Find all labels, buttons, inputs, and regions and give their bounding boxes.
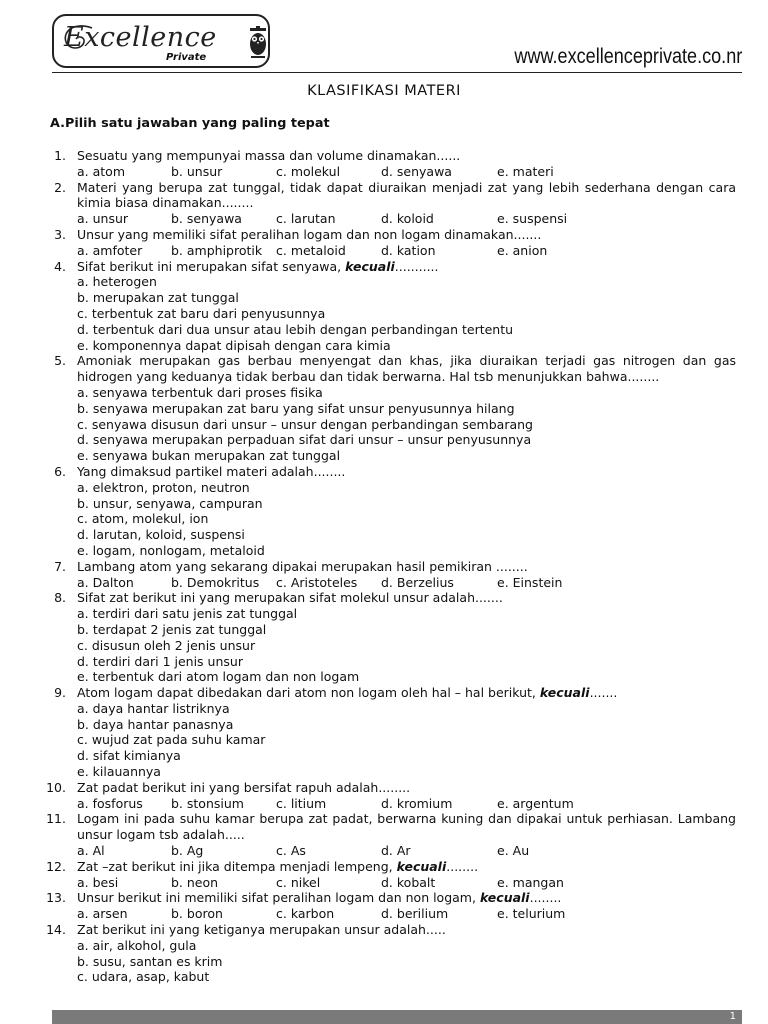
question-item: [0, 685, 768, 780]
question-item: [0, 811, 768, 858]
answer-option: a. senyawa terbentuk dari proses fisika: [77, 384, 323, 400]
answer-option: d. larutan, koloid, suspensi: [77, 527, 245, 543]
answer-option: c. disusun oleh 2 jenis unsur: [77, 637, 256, 653]
answer-options: [77, 480, 768, 559]
answer-options: [77, 164, 768, 180]
answer-option: e. Einstein: [497, 574, 563, 590]
answer-option: b. susu, santan es krim: [77, 953, 223, 969]
question-stem: Materi yang berupa zat tunggal, tidak dapat diuraikan menjadi zat yang lebih sederhana dengan cara kimia biasa dinamakan........: [77, 179, 736, 211]
answer-option: c. As: [276, 843, 306, 859]
answer-option: b. senyawa: [171, 211, 242, 227]
answer-option: d. sifat kimianya: [77, 748, 181, 764]
answer-option: d. Berzelius: [381, 574, 454, 590]
question-stem: Lambang atom yang sekarang dipakai merupakan hasil pemikiran ........: [77, 558, 528, 574]
question-stem: Zat padat berikut ini yang bersifat rapuh adalah........: [77, 779, 411, 795]
answer-option: a. terdiri dari satu jenis zat tunggal: [77, 606, 298, 622]
answer-option: c. senyawa disusun dari unsur – unsur dengan perbandingan sembarang: [77, 416, 533, 432]
answer-option: b. unsur, senyawa, campuran: [77, 495, 263, 511]
answer-option: b. senyawa merupakan zat baru yang sifat unsur penyusunnya hilang: [77, 400, 515, 416]
answer-option: e. anion: [497, 242, 548, 258]
question-tail: .......: [589, 685, 618, 701]
question-text: [77, 590, 736, 606]
question-stem: Yang dimaksud partikel materi adalah........: [77, 463, 346, 479]
answer-option: d. kromium: [381, 795, 453, 811]
question-list: [0, 148, 768, 985]
excellence-logo: [52, 14, 270, 68]
question-number: 13.: [46, 890, 66, 906]
question-item: [0, 353, 768, 464]
answer-option: c. metaloid: [276, 242, 346, 258]
question-stem: Unsur berikut ini memiliki sifat peralihan logam dan non logam,: [77, 890, 480, 906]
answer-option: b. terdapat 2 jenis zat tunggal: [77, 621, 267, 637]
question-stem: Logam ini pada suhu kamar berupa zat padat, berwarna kuning dan dipakai untuk perhiasan. Lambang unsur logam tsb adalah.....: [77, 811, 736, 843]
answer-option: c. Aristoteles: [276, 574, 358, 590]
answer-option: d. terdiri dari 1 jenis unsur: [77, 653, 243, 669]
answer-option: d. terbentuk dari dua unsur atau lebih dengan perbandingan tertentu: [77, 321, 514, 337]
answer-option: d. kation: [381, 242, 436, 258]
answer-options: [77, 938, 768, 985]
question-tail: ........: [446, 858, 479, 874]
answer-option: b. merupakan zat tunggal: [77, 290, 239, 306]
question-text: [77, 148, 736, 164]
answer-options: [77, 385, 768, 464]
question-number: 10.: [46, 779, 66, 795]
question-number: 9.: [54, 685, 66, 701]
logo-subtitle: Private: [166, 52, 207, 63]
answer-option: b. neon: [171, 874, 219, 890]
header-divider: [52, 72, 742, 73]
answer-option: c. litium: [276, 795, 327, 811]
answer-option: d. berilium: [381, 906, 449, 922]
answer-option: d. koloid: [381, 211, 434, 227]
page-title: KLASIFIKASI MATERI: [307, 83, 461, 99]
question-item: [0, 590, 768, 685]
question-text: [77, 259, 736, 275]
question-text: [77, 890, 736, 906]
question-emphasis: kecuali: [479, 890, 530, 906]
site-url: www.excellenceprivate.co.nr: [514, 44, 742, 68]
question-item: [0, 464, 768, 559]
question-tail: ........: [529, 890, 562, 906]
answer-option: e. mangan: [497, 874, 564, 890]
answer-options: [77, 274, 768, 353]
question-number: 8.: [54, 590, 66, 606]
answer-option: c. larutan: [276, 211, 336, 227]
answer-options: [77, 843, 768, 859]
answer-option: b. boron: [171, 906, 223, 922]
question-item: [0, 180, 768, 227]
answer-option: c. udara, asap, kabut: [77, 969, 210, 985]
question-item: [0, 780, 768, 812]
answer-option: e. terbentuk dari atom logam dan non logam: [77, 669, 360, 685]
answer-option: e. Au: [497, 843, 530, 859]
answer-option: e. senyawa bukan merupakan zat tunggal: [77, 448, 341, 464]
question-number: 1.: [54, 148, 66, 163]
answer-option: b. unsur: [171, 163, 223, 179]
question-item: [0, 148, 768, 180]
answer-option: b. Demokritus: [171, 574, 260, 590]
answer-option: b. stonsium: [171, 795, 244, 811]
logo-script-text: Excellence: [64, 22, 217, 53]
question-emphasis: kecuali: [345, 258, 395, 274]
question-stem: Atom logam dapat dibedakan dari atom non logam oleh hal – hal berikut,: [77, 685, 540, 701]
answer-option: c. wujud zat pada suhu kamar: [77, 732, 266, 748]
answer-option: a. heterogen: [77, 274, 157, 290]
question-text: [77, 464, 736, 480]
answer-options: [77, 575, 768, 591]
question-item: [0, 559, 768, 591]
question-item: [0, 259, 768, 354]
question-text: [77, 780, 736, 796]
question-number: 12.: [46, 858, 66, 874]
answer-options: [77, 606, 768, 685]
answer-options: [77, 211, 768, 227]
question-number: 6.: [54, 463, 66, 479]
section-instruction: A.Pilih satu jawaban yang paling tepat: [50, 116, 330, 131]
question-number: 3.: [54, 226, 66, 242]
question-stem: Sifat zat berikut ini yang merupakan sifat molekul unsur adalah.......: [77, 590, 503, 606]
answer-option: e. telurium: [497, 906, 566, 922]
answer-options: [77, 906, 768, 922]
answer-option: d. kobalt: [381, 874, 436, 890]
answer-option: c. nikel: [276, 874, 321, 890]
question-number: 11.: [46, 811, 66, 827]
answer-option: a. fosforus: [77, 795, 143, 811]
answer-option: e. argentum: [497, 795, 574, 811]
question-stem: Sifat berikut ini merupakan sifat senyawa,: [77, 258, 346, 274]
answer-option: c. atom, molekul, ion: [77, 511, 209, 527]
answer-options: [77, 796, 768, 812]
question-item: [0, 227, 768, 259]
answer-option: a. amfoter: [77, 242, 143, 258]
answer-options: [77, 243, 768, 259]
answer-option: e. materi: [497, 163, 554, 179]
question-tail: ...........: [394, 258, 439, 274]
answer-option: a. besi: [77, 874, 119, 890]
question-text: [77, 227, 736, 243]
question-number: 4.: [54, 258, 66, 274]
question-emphasis: kecuali: [396, 858, 447, 874]
question-item: [0, 859, 768, 891]
question-stem: Zat berikut ini yang ketiganya merupakan unsur adalah.....: [77, 922, 446, 938]
answer-option: a. unsur: [77, 211, 129, 227]
question-number: 5.: [54, 353, 66, 369]
answer-option: c. molekul: [276, 163, 341, 179]
footer-bar: [52, 1010, 742, 1024]
answer-option: b. Ag: [171, 843, 204, 859]
answer-option: a. air, alkohol, gula: [77, 937, 197, 953]
answer-option: a. daya hantar listriknya: [77, 700, 230, 716]
question-emphasis: kecuali: [539, 685, 590, 701]
question-text: [77, 353, 736, 385]
question-text: [77, 859, 736, 875]
question-stem: Amoniak merupakan gas berbau menyengat dan khas, jika diuraikan terjadi gas nitrogen dan gas hidrogen yang keduanya tidak berbau dan tidak berwarna. Hal tsb menunjukkan bahwa........: [77, 353, 736, 385]
answer-option: e. suspensi: [497, 211, 568, 227]
answer-option: a. Al: [77, 843, 105, 859]
question-text: [77, 559, 736, 575]
question-text: [77, 180, 736, 212]
question-number: 2.: [54, 179, 66, 195]
answer-option: b. amphiprotik: [171, 242, 263, 258]
question-number: 14.: [46, 922, 66, 938]
question-stem: Zat –zat berikut ini jika ditempa menjadi lempeng,: [77, 858, 397, 874]
answer-option: d. Ar: [381, 843, 411, 859]
answer-option: e. komponennya dapat dipisah dengan cara kimia: [77, 337, 391, 353]
question-stem: Sesuatu yang mempunyai massa dan volume dinamakan......: [77, 148, 461, 163]
question-text: [77, 922, 736, 938]
answer-option: e. logam, nonlogam, metaloid: [77, 542, 265, 558]
answer-option: d. senyawa merupakan perpaduan sifat dari unsur – unsur penyusunnya: [77, 432, 532, 448]
question-item: [0, 890, 768, 922]
answer-option: b. daya hantar panasnya: [77, 716, 234, 732]
answer-option: a. arsen: [77, 906, 128, 922]
answer-option: a. Dalton: [77, 574, 134, 590]
page-number: 1: [729, 1011, 736, 1022]
answer-option: e. kilauannya: [77, 764, 161, 780]
answer-option: c. karbon: [276, 906, 335, 922]
question-stem: Unsur yang memiliki sifat peralihan logam dan non logam dinamakan.......: [77, 226, 542, 242]
answer-option: d. senyawa: [381, 163, 452, 179]
answer-options: [77, 701, 768, 780]
question-item: [0, 922, 768, 985]
answer-option: a. elektron, proton, neutron: [77, 479, 250, 495]
answer-option: a. atom: [77, 163, 125, 179]
question-text: [77, 811, 736, 843]
answer-option: c. terbentuk zat baru dari penyusunnya: [77, 305, 326, 321]
answer-options: [77, 875, 768, 891]
question-text: [77, 685, 736, 701]
owl-graduate-icon: [248, 26, 268, 60]
question-number: 7.: [54, 558, 66, 574]
